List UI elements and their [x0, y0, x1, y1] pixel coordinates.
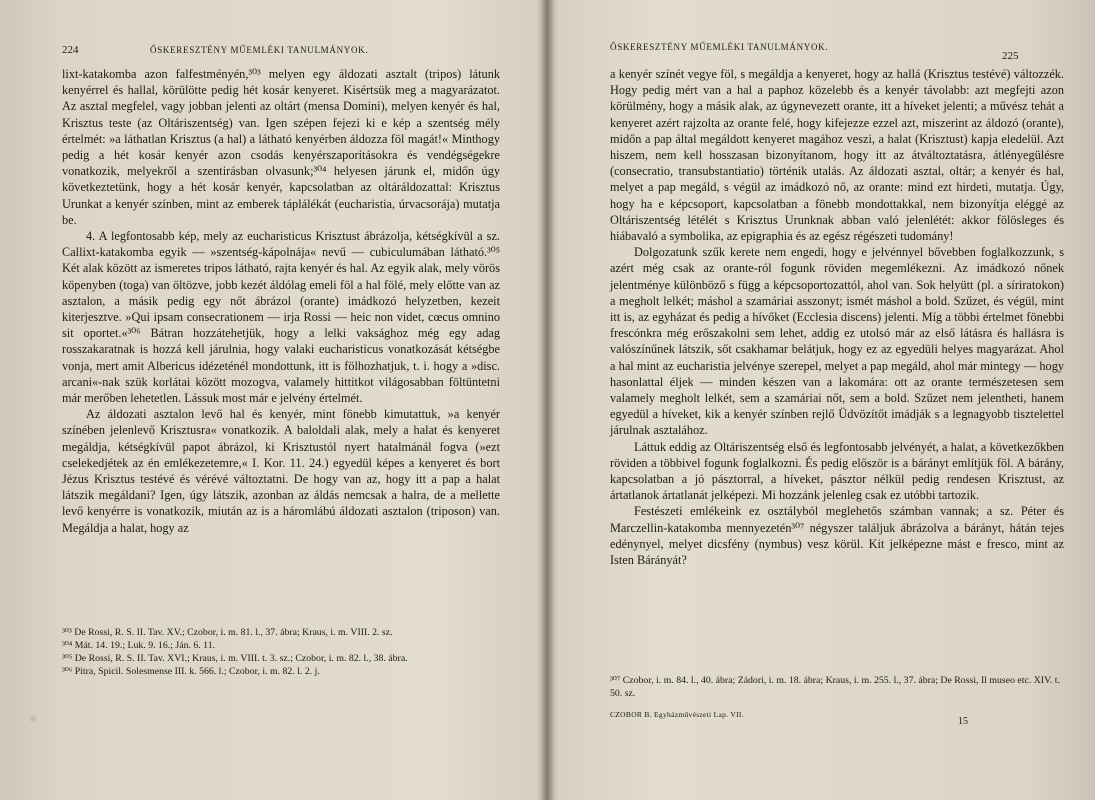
footnote: ³⁰³ De Rossi, R. S. II. Tav. XV.; Czobor, i. m. 81. l., 37. ábra; Kraus, i. m. VIII. 2. sz.	[62, 627, 393, 638]
footnote: ³⁰⁴ Mát. 14. 19.; Luk. 9. 16.; Ján. 6. 11.	[62, 640, 216, 651]
paragraph: Festészeti emlékeink ez osztályból meglehetős számban vannak; a sz. Péter és Marczellin-katakomba mennyezetén³⁰⁷ négyszer találjuk ábrázolva a bárányt, hátán tejes edénynyel, melyet dicsfény (nymbus) vesz körül. Kit jelképezne mást e fresco, mint az Isten Bárányát?	[610, 504, 1064, 568]
page-number: 225	[1002, 50, 1019, 62]
paper-smudge	[30, 716, 36, 722]
footnotes	[62, 626, 500, 678]
right-page	[554, 0, 1095, 800]
printer-signature: CZOBOR B. Egyházművészeti Lap. VII.	[610, 710, 744, 719]
running-head: ŐSKERESZTÉNY MŰEMLÉKI TANULMÁNYOK.	[150, 45, 369, 55]
body-text	[62, 66, 500, 536]
body-text	[610, 66, 1064, 568]
page-number: 224	[62, 44, 79, 56]
signature-mark: 15	[958, 716, 968, 727]
paragraph: Az áldozati asztalon levő hal és kenyér, mint fönebb kimutattuk, »a kenyér színében jelenlevő Krisztusra« vonatkozik. A baloldali alak, mely a halat és kenyeret megáldja, kétségkívül papot ábrázol, ki Krisztustól nyert hatalmánál fogva (»ezt cselekedjétek az én emlékezetemre,« I. Kor. 11. 24.) egyedül képes a kenyeret és bort Jézus Krisztus testévé és vérévé változtatni. De hogy van az, hogy itt a pap a halat látszik megáldani? Igen, úgy látszik, azonban az áldás nemcsak a halra, de a mellette levő kenyérre is vonatkozik, miután az is a háromlábú áldozati asztalon (triposon) van. Megáldja a halat, hogy az	[62, 407, 500, 535]
footnote: ³⁰⁶ Pitra, Spicil. Solesmense III. k. 566. l.; Czobor, i. m. 82. l. 2. j.	[62, 666, 320, 677]
footnote: ³⁰⁷ Czobor, i. m. 84. l., 40. ábra; Zádori, i. m. 18. ábra; Kraus, i. m. 255. l., 37. ábra; De Rossi, Il museo etc. XIV. t. 50. sz.	[610, 675, 1060, 699]
paragraph: 4. A legfontosabb kép, mely az eucharisticus Krisztust ábrázolja, kétségkívül a sz. Callixt-katakomba egyik — »szentség-kápolnája« nevű — cubiculumában látható.³⁰⁵ Két alak között az ismeretes tripos látható, rajta kenyér és hal. Az egyik alak, mely vörös köpenyben (toga) van öltözve, jobb kezét áldólag emeli föl a hal fölé, mely előtte van az asztalon, a másik pedig egy nőt ábrázol (orante) imádkozó helyzetben, kezeit kiterjesztve. »Qui ipsam consecrationem — irja Rossi — heic non videt, cœcus omnino sit oportet.«³⁰⁶ Bátran hozzátehetjük, hogy a lelki vaksághoz még egy adag rosszakaratnak is hozzá kell járulnia, hogy valaki eucharisticus vonatkozását kétségbe vonja, mert amit Albericus idézeténél mondottunk, itt is fölhozhatjuk, t. i. hogy a »disc. arcani«-nak szük korlátai között mozogva, valamely hittitkot világosabban föltüntetni már merőben lehetetlen. Lássuk most már e jelvény értelmét.	[62, 229, 500, 406]
running-head: ŐSKERESZTÉNY MŰEMLÉKI TANULMÁNYOK.	[610, 42, 829, 52]
paragraph: Láttuk eddig az Oltáriszentség első és legfontosabb jelvényét, a halat, a következőkben röviden a többivel fogunk foglalkozni. És pedig először is a bárányt említjük föl. A bárány, kapcsolatban a jó pásztorral, a híveket, pásztor nélkül pedig rendesen Krisztust, az ártatlanok ártatlanát jelképezi. Mi hozzánk jelenleg csak ez utóbbi tartozik.	[610, 439, 1064, 503]
book-gutter	[540, 0, 554, 800]
footnotes	[610, 674, 1064, 700]
paragraph: Dolgozatunk szűk kerete nem engedi, hogy e jelvénnyel bővebben foglalkozzunk, s azért még csak az orante-ról fogunk röviden megemlékezni. Az imádkozó nőnek jelentménye különböző s függ a képcsoportozattól, ahol van. Sok helyütt (pl. a síriratokon) a megholt lelkét; máshol a szamáriai asszonyt; ismét máshol a bold. Szűzet, és végül, mint itt is, az egyházat és pedig a hívőket (Ecclesia discens) jelenti. Míg a többi értelmet fönebbi frescónkra még erőszakolni sem lehet, addig ez utolsó már az első látásra és hallásra is valószínűnek látszik, sőt csakhamar belátjuk, hogy ez az egyedüli helyes magyarázat. Ahol a hal mint az eucharistia jelvénye szerepel, melyet a pap megáld, ahol már mintegy — hogy hasonlattal éljek — minden készen van a lakomára: ott az orante természetesen sem valamely megholt lelkét, sem a szamáriai nőt, sem a bold. Szűzet nem jelentheti, hanem egyedül a híveket, kik a kenyér színben rejlő Üdvözítőt imádják s a legnagyobb tisztelettel járulnak asztalához.	[610, 245, 1064, 438]
footnote: ³⁰⁵ De Rossi, R. S. II. Tav. XVI.; Kraus, i. m. VIII. t. 3. sz.; Czobor, i. m. 82. l., 38. ábra.	[62, 653, 408, 664]
left-page	[0, 0, 540, 800]
paragraph: a kenyér színét vegye föl, s megáldja a kenyeret, hogy az hallá (Krisztus testévé) változzék. Hogy pedig mért van a hal a paphoz közelebb és a kenyér távolabb: azt megfejti azon körülmény, hogy a másik alak, az úgynevezett orante, itt a híveket jelenti; a művész tehát a kenyeret azért rajzolta az orante felé, hogy kifejezze ezzel azt, miszerint az áldozó (orante), midőn a pap által megáldott kenyeret magához veszi, a halat (Krisztust) kapja eledelül. Azt hiszem, nem kell hosszasan bizonyítanom, hogy itt az átváltoztatásra, átlényegülésre (consecratio, transubstantiatio) történik utalás. Az áldozati asztal, oltár; a kenyér és hal, melyet a pap megáld, s végül az imádkozó nő, az orante: mind ezt hirdeti, mutatja. Úgy, hogy ha e képcsoport, kapcsolatban a fönebb mondottakkal, nem bizonyítja eléggé az Oltáriszentség létélét s Krisztus Urunknak abban való jelenlétét: akkor fölösleges és hiábavaló a symbolika, az epigraphia és az egész régészeti tudomány!	[610, 67, 1064, 244]
paragraph: lixt-katakomba azon falfestményén,³⁰³ melyen egy áldozati asztalt (tripos) látunk kenyérrel és hallal, körülötte pedig hét kosár kenyeret. Kisértsük meg a magyarázatot. Az asztal megfelel, vagy jobban jelenti az oltárt (mensa Domini), melyen kenyér és hal, Krisztus teste (az Oltáriszentség) van. Igen szépen fejezi ki e kép a szentség mély értelmét: »a láthatlan Krisztus (a hal) a látható kenyérben áldozza föl magát!« Minthogy pedig a hét kosár kenyér azon csodás kenyérszaporításokra és vendégségekre vonatkozik, melyekről a szentirásban olvasunk;³⁰⁴ helyesen járunk el, midőn úgy következtetünk, hogy a hét kosár kenyér, kapcsolatban az oltáráldozattal: Krisztus Urunkat a kenyér színben, mint az emberek táplálékát (eucharistia, úrvacsorája) mutatja be.	[62, 67, 500, 227]
